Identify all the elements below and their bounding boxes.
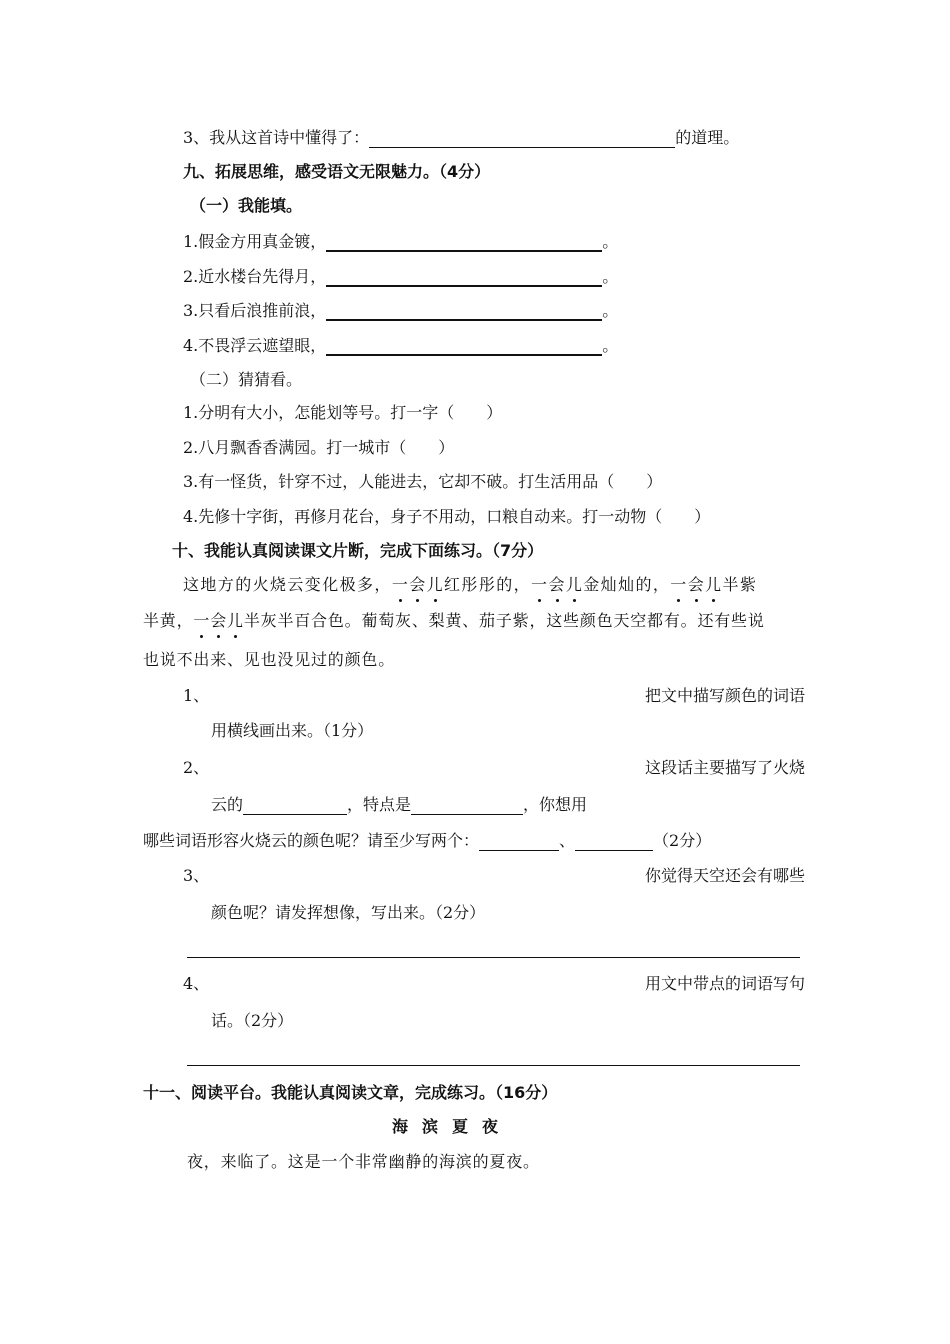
passage-line-1: 这地方的火烧云变化极多，一会儿红彤彤的，一会儿金灿灿的，一会儿半紫 <box>183 575 758 594</box>
q2-continuation: 云的 ，特点是 ，你想用 <box>211 795 588 814</box>
section-11-heading: 十一、阅读平台。我能认真阅读文章，完成练习。（16分） <box>143 1083 558 1102</box>
dotted-word: 一会儿 <box>531 575 584 594</box>
q1-continuation: 用横线画出来。（1分） <box>211 721 374 740</box>
part-1-heading: （一）我能填。 <box>190 196 303 215</box>
answer-line[interactable] <box>187 957 800 958</box>
riddle-3: 3.有一怪货，针穿不过，人能进去，它却不破。打生活用品（ ） <box>183 472 663 491</box>
q4-continuation: 话。（2分） <box>211 1011 294 1030</box>
passage-line-3: 也说不出来、见也没见过的颜色。 <box>143 650 396 669</box>
fill-item-1: 1.假金方用真金镀， 。 <box>183 232 619 251</box>
q3-continuation: 颜色呢？请发挥想像，写出来。（2分） <box>211 903 486 922</box>
answer-line[interactable] <box>187 1065 800 1066</box>
q3-line: 3、我从这首诗中懂得了： 的道理。 <box>183 128 740 147</box>
fill-item-3: 3.只看后浪推前浪， 。 <box>183 301 619 320</box>
answer-blank[interactable] <box>575 832 653 851</box>
dotted-word: 一会儿 <box>193 611 244 630</box>
section-10-heading: 十、我能认真阅读课文片断，完成下面练习。（7分） <box>172 541 544 560</box>
q4-text: 用文中带点的词语写句 <box>644 974 805 993</box>
answer-blank[interactable] <box>326 301 602 321</box>
answer-blank[interactable] <box>369 129 675 148</box>
answer-blank[interactable] <box>479 832 559 851</box>
answer-blank[interactable] <box>243 796 347 815</box>
riddle-4: 4.先修十字街，再修月花台，身子不用动，口粮自动来。打一动物（ ） <box>183 507 711 526</box>
q3-number: 3、 <box>183 866 210 885</box>
answer-blank[interactable] <box>326 232 602 252</box>
passage-line-2: 半黄，一会儿半灰半百合色。葡萄灰、梨黄、茄子紫，这些颜色天空都有。还有些说 <box>143 611 765 630</box>
section-9-heading: 九、拓展思维，感受语文无限魅力。（4分） <box>183 162 491 181</box>
riddle-2: 2.八月飘香香满园。打一城市（ ） <box>183 438 455 457</box>
fill-item-4: 4.不畏浮云遮望眼， 。 <box>183 336 619 355</box>
answer-blank[interactable] <box>326 267 602 287</box>
q1-number: 1、 <box>183 686 210 705</box>
riddle-1: 1.分明有大小，怎能划等号。打一字（ ） <box>183 403 503 422</box>
q1-text: 把文中描写颜色的词语 <box>644 686 805 705</box>
answer-blank[interactable] <box>326 336 602 356</box>
article-first-line: 夜，来临了。这是一个非常幽静的海滨的夏夜。 <box>187 1152 540 1171</box>
q2-text: 这段话主要描写了火烧 <box>644 758 805 777</box>
fill-item-2: 2.近水楼台先得月， 。 <box>183 267 619 286</box>
q2-line-3: 哪些词语形容火烧云的颜色呢？请至少写两个： 、 （2分） <box>143 831 712 850</box>
q3-text: 你觉得天空还会有哪些 <box>644 866 805 885</box>
article-title: 海滨夏夜 <box>392 1117 513 1136</box>
answer-blank[interactable] <box>411 796 523 815</box>
part-2-heading: （二）猜猜看。 <box>190 370 303 389</box>
q4-number: 4、 <box>183 974 210 993</box>
dotted-word: 一会儿 <box>670 575 723 594</box>
dotted-word: 一会儿 <box>391 575 445 594</box>
q2-number: 2、 <box>183 758 210 777</box>
